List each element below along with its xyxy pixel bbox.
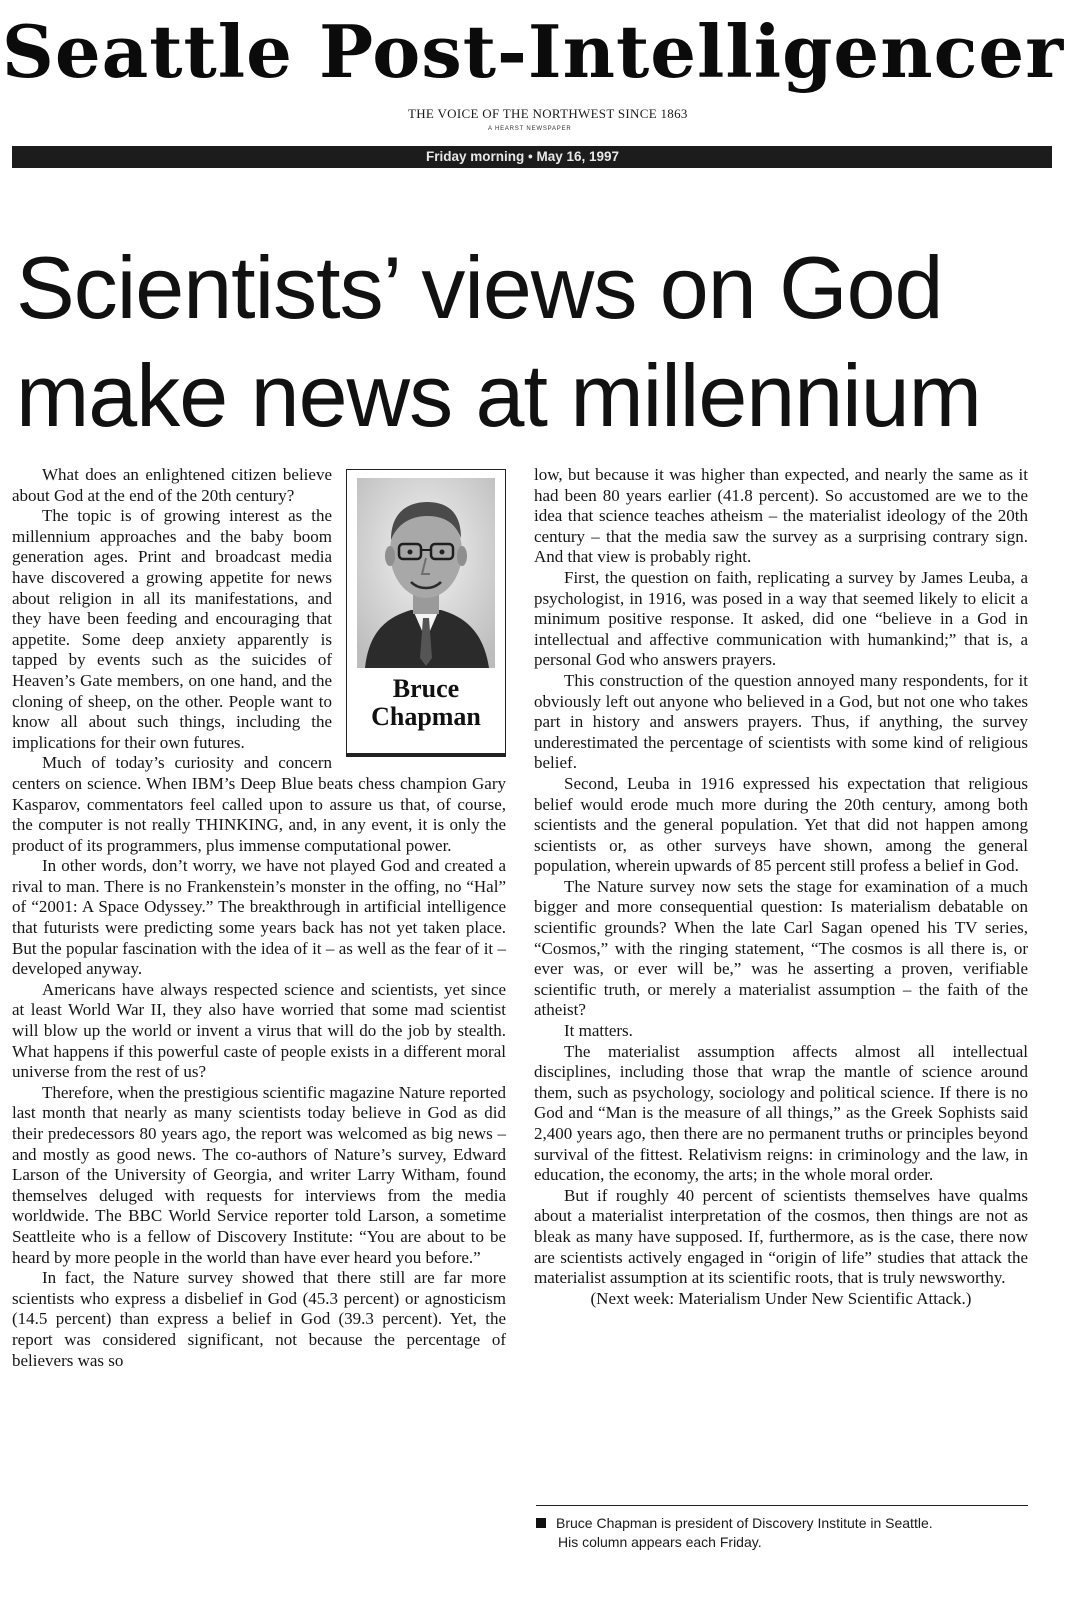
issue-date: Friday morning • May 16, 1997 — [426, 149, 620, 164]
article-paragraph: Second, Leuba in 1916 expressed his expectation that religious belief would erode much more during the 20th century, among both scientists and the general population. Yet that did not happen among scientists or, as other surveys have shown, among the general population, wherein upwards of 85 percent still profess a belief in God. — [534, 773, 1028, 876]
article-paragraph: In fact, the Nature survey showed that there still are far more scientists who express a disbelief in God (45.3 percent) or agnosticism (14.5 percent) than express a belief in God (39.3 percent). Yet, the report was considered significant, not because the percentage of believers was so — [12, 1268, 506, 1370]
bullet-square-icon — [536, 1518, 546, 1528]
next-week-teaser: (Next week: Materialism Under New Scientific Attack.) — [590, 1288, 972, 1308]
byline-last-name: Chapman — [371, 702, 481, 731]
bio-line-2: His column appears each Friday. — [558, 1534, 762, 1550]
byline-first-name: Bruce — [392, 674, 460, 703]
article-column-left — [12, 465, 506, 1371]
article-paragraph: Therefore, when the prestigious scientific magazine Nature reported last month that nearly as many scientists today believe in God as did their predecessors 80 years ago, the report was welcomed as big news – and mostly as good news. The co-authors of Nature’s survey, Edward Larson of the University of Georgia, and writer Larry Witham, found themselves deluged with requests for interviews from the media worldwide. The BBC World Service reporter told Larson, a sometime Seattleite who is a fellow of Discovery Institute: “You are about to be heard by more people in the world than have ever heard you before.” — [12, 1082, 506, 1267]
newspaper-title: Seattle Post-Intelligencer — [1, 9, 1065, 94]
headline-line-1: Scientists’ views on God — [16, 238, 943, 337]
article-paragraph: Much of today’s curiosity and concern centers on science. When IBM’s Deep Blue beats chess champion Gary Kasparov, commentators feel called upon to assure us that, of course, the computer is not really THINKING, and, in any event, it is only the product of its programmers, plus immense computational power. — [12, 753, 506, 855]
article-column-right — [534, 465, 1028, 1309]
article-paragraph: But if roughly 40 percent of scientists themselves have qualms about a materialist interpretation of the cosmos, then things are not as bleak as many have supposed. If, furthermore, as is the case, there now are scientists actively engaged in “origin of life” studies that attack the materialist assumption at its scientific roots, that is truly newsworthy. — [534, 1185, 1028, 1288]
bio-divider — [536, 1505, 1028, 1506]
bio-line-1: Bruce Chapman is president of Discovery Institute in Seattle. — [556, 1515, 933, 1531]
article-paragraph: low, but because it was higher than expected, and nearly the same as it had been 80 years earlier (41.8 percent). So accustomed are we to the idea that science teaches atheism – the materialist ideology of the 20th century – that the media saw the survey as a surprising contrary sign. And that view is probably right. — [534, 465, 1028, 567]
columnist-portrait-icon — [357, 478, 495, 668]
article-paragraph: In other words, don’t worry, we have not played God and created a rival to man. There is no Frankenstein’s monster in the offing, no “Hal” of “2001: A Space Odyssey.” The breakthrough in artificial intelligence that futurists were predicting some years back has not yet taken place. But the popular fascination with the idea of it – as well as the fear of it – developed anyway. — [12, 856, 506, 979]
article-paragraph: This construction of the question annoyed many respondents, for it obviously left out anyone who believed in a God, but not one who takes part in history and answers prayers. Thus, if anything, the survey underestimated the percentage of scientists with some kind of religious belief. — [534, 670, 1028, 773]
date-bar — [12, 146, 1052, 168]
article-paragraph: The topic is of growing interest as the millennium approaches and the baby boom generation ages. Print and broadcast media have discovered a growing appetite for news about religion in all its manifestations, and they have been feeding and encouraging that appetite. Some deep anxiety apparently is tapped by events such as the suicides of Heaven’s Gate members, on one hand, and the cloning of sheep, on the other. People want to know all about such things, including the implications for their own futures. — [12, 506, 332, 752]
article-paragraph: What does an enlightened citizen believe about God at the end of the 20th century? — [12, 465, 332, 505]
columnist-photo-box — [346, 469, 506, 757]
article-paragraph: The Nature survey now sets the stage for examination of a much bigger and more consequential question: Is materialism debatable on scientific grounds? When the late Carl Sagan opened his TV series, “Cosmos,” with the ringing statement, “The cosmos is all there is, or ever was, or ever will be,” was he asserting a proven, verifiable scientific truth, or merely a materialist assumption – the faith of the atheist? — [534, 876, 1028, 1020]
newspaper-tagline: THE VOICE OF THE NORTHWEST SINCE 1863 — [408, 106, 688, 121]
headline-line-2: make news at millennium — [16, 346, 981, 445]
author-bio — [536, 1514, 1028, 1552]
columnist-byline — [347, 675, 505, 731]
article-paragraph: First, the question on faith, replicating a survey by James Leuba, a psychologist, in 1916, was posed in a way that seemed likely to elicit a minimum positive response. It asked, did one “believe in a God in intellectual and affective communication with humankind;” that is, a personal God who answers prayers. — [534, 567, 1028, 670]
article-paragraph: Americans have always respected science and scientists, yet since at least World War II, they also have worried that some mad scientist will blow up the world or invent a virus that will do the job by stealth. What happens if this powerful caste of people exists in a different moral universe from the rest of us? — [12, 979, 506, 1082]
headline — [16, 234, 1052, 450]
newspaper-subtag: A HEARST NEWSPAPER — [488, 126, 572, 132]
article-paragraph: It matters. — [564, 1021, 633, 1041]
article-paragraph: The materialist assumption affects almost all intellectual disciplines, including those that wrap the mantle of science around them, such as psychology, sociology and political science. If there is no God and “Man is the measure of all things,” as the Greek Sophists said 2,400 years ago, then there are no permanent truths or principles beyond survival of the fittest. Relativism reigns: in criminology and the law, in education, the economy, the arts; in the whole moral order. — [534, 1041, 1028, 1185]
